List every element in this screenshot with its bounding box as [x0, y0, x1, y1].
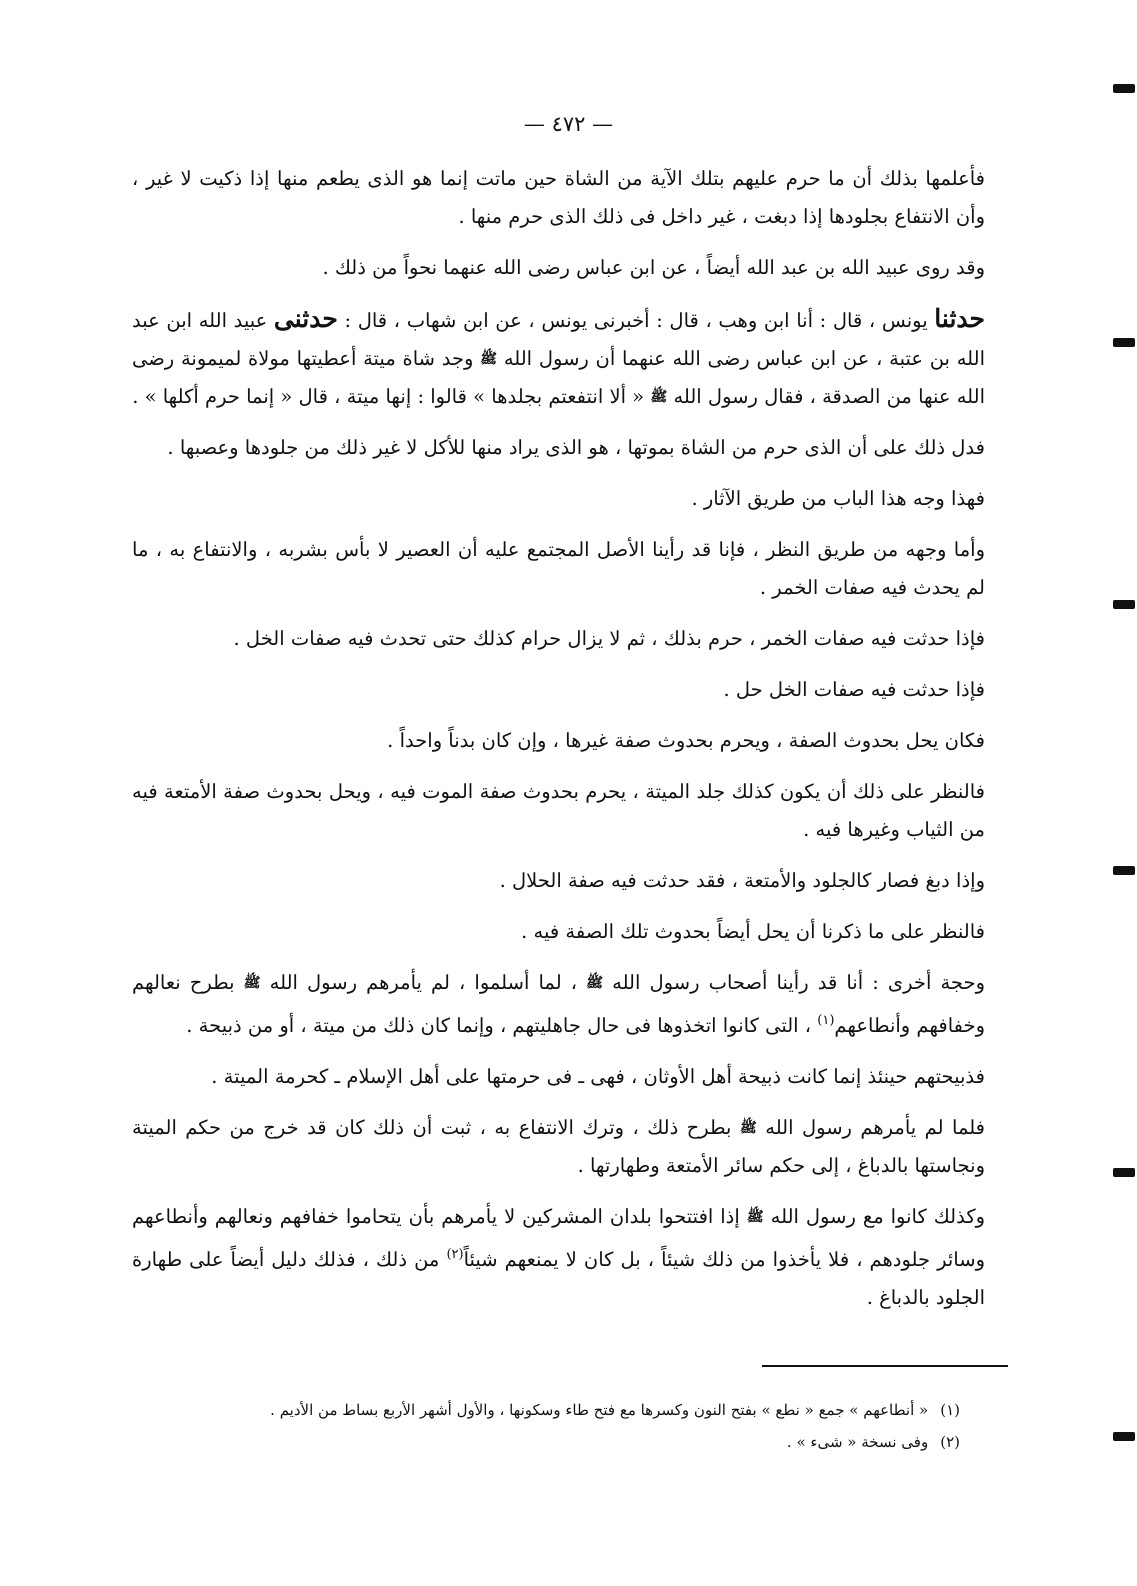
- footnotes: [150, 1394, 960, 1458]
- salla-glyph: ﷺ: [650, 389, 668, 405]
- paragraph: فدل ذلك على أن الذى حرم من الشاة بموتها ، هو الذى يراد منها للأكل لا غير ذلك من جلودها وعصبها .: [167, 436, 985, 459]
- paragraph: فكان يحل بحدوث الصفة ، ويحرم بحدوث صفة غيرها ، وإن كان بدناً واحداً .: [387, 729, 985, 752]
- footnote-number: (٢): [940, 1433, 960, 1451]
- conclusion-text: بطرح ذلك ، وترك الانتفاع به ، ثبت أن ذلك كان قد خرج من حكم الميتة ونجاستها بالدباغ ، إلى حكم سائر الأمتعة وطهارتها .: [132, 1116, 985, 1177]
- hadith-text: « ألا انتفعتم بجلدها » قالوا : إنها ميتة ، قال « إنما حرم أكلها » .: [132, 385, 645, 408]
- footnote-text: « أنطاعهم » جمع « نطع » بفتح النون وكسرها مع فتح طاء وسكونها ، والأول أشهر الأربع بساط من الأديم .: [270, 1401, 929, 1419]
- argument-text: بطرح نعالهم وخفافهم وأنطاعهم: [132, 971, 985, 1037]
- hadith-lead-word-2: حدثنى: [273, 304, 338, 333]
- margin-mark: [1113, 1432, 1135, 1441]
- paragraph: فالنظر على ذلك أن يكون كذلك جلد الميتة ، يحرم بحدوث صفة الموت فيه ، ويحل بحدوث صفة الأمتعة فيه من الثياب وغيرها فيه .: [132, 780, 985, 841]
- final-text: إذا افتتحوا بلدان المشركين لا يأمرهم بأن يتحاموا خفافهم ونعالهم وأنطاعهم وسائر جلودهم ، فلا يأخذوا من ذلك شيئاً ، بل كان لا يمنعهم شيئاً: [132, 1205, 986, 1271]
- hadith-text: يونس ، قال : أنا ابن وهب ، قال : أخبرنى يونس ، عن ابن شهاب ، قال :: [344, 309, 928, 332]
- hadith-lead-word: حدثنا: [934, 304, 985, 333]
- final-text: وكذلك كانوا مع رسول الله: [770, 1205, 986, 1228]
- footnote-text: وفى نسخة « شىء » .: [786, 1433, 929, 1451]
- paragraph: فإذا حدثت فيه صفات الخل حل .: [723, 678, 985, 701]
- paragraph: فأعلمها بذلك أن ما حرم عليهم بتلك الآية من الشاة حين ماتت إنما هو الذى يطعم منها إذا ذكيت لا غير ، وأن الانتفاع بجلودها إذا دبغت ، غير داخل فى ذلك الذى حرم منها .: [132, 167, 985, 228]
- paragraph: وإذا دبغ فصار كالجلود والأمتعة ، فقد حدثت فيه صفة الحلال .: [499, 869, 985, 892]
- footnote-divider: [762, 1365, 1008, 1367]
- final-text: من ذلك ، فذلك دليل أيضاً على طهارة الجلود بالدباغ .: [132, 1248, 985, 1309]
- hadith-paragraph: [132, 300, 1007, 416]
- argument-text: ، التى كانوا اتخذوها فى حال جاهليتهم ، وإنما كان ذلك من ميتة ، أو من ذبيحة .: [186, 1014, 812, 1037]
- conclusion-paragraph: [132, 1109, 1007, 1185]
- paragraph: وقد روى عبيد الله بن عبد الله أيضاً ، عن ابن عباس رضى الله عنهما نحواً من ذلك .: [322, 256, 985, 279]
- salla-glyph: ﷺ: [739, 1120, 757, 1136]
- salla-glyph: ﷺ: [480, 351, 498, 367]
- margin-mark: [1113, 866, 1135, 875]
- salla-glyph: ﷺ: [243, 975, 261, 991]
- footnote-ref-2: (٢): [446, 1247, 464, 1262]
- paragraph: فالنظر على ما ذكرنا أن يحل أيضاً بحدوث تلك الصفة فيه .: [521, 920, 985, 943]
- margin-mark: [1113, 600, 1135, 609]
- argument-text: ، لما أسلموا ، لم يأمرهم رسول الله: [269, 971, 578, 994]
- footnote-number: (١): [940, 1401, 960, 1419]
- salla-glyph: ﷺ: [746, 1209, 764, 1225]
- margin-mark: [1113, 338, 1135, 347]
- page-number: — ٤٧٢ —: [523, 112, 614, 136]
- footnote-ref-1: (١): [817, 1013, 835, 1028]
- argument-paragraph: [132, 964, 1007, 1045]
- hadith-text: وجد شاة ميتة أعطيتها مولاة لميمونة رضى الله عنها من الصدقة ، فقال رسول الله: [132, 347, 985, 408]
- margin-mark: [1113, 84, 1135, 93]
- footnote: [150, 1394, 960, 1426]
- footnote: [150, 1426, 960, 1458]
- paragraph: فهذا وجه هذا الباب من طريق الآثار .: [691, 487, 985, 510]
- hadith-text: عبيد الله ابن عبد الله بن عتبة ، عن ابن عباس رضى الله عنهما أن رسول الله: [132, 309, 985, 370]
- final-paragraph: [132, 1198, 1007, 1317]
- salla-glyph: ﷺ: [586, 975, 604, 991]
- conclusion-text: فلما لم يأمرهم رسول الله: [765, 1116, 985, 1139]
- paragraph: فإذا حدثت فيه صفات الخمر ، حرم بذلك ، ثم لا يزال حرام كذلك حتى تحدث فيه صفات الخل .: [233, 627, 985, 650]
- margin-mark: [1113, 1168, 1135, 1177]
- paragraph: وأما وجهه من طريق النظر ، فإنا قد رأينا الأصل المجتمع عليه أن العصير لا بأس بشربه ، والانتفاع به ، ما لم يحدث فيه صفات الخمر .: [132, 538, 985, 599]
- main-text: [132, 160, 1007, 1330]
- argument-text: وحجة أخرى : أنا قد رأينا أصحاب رسول الله: [612, 971, 985, 994]
- paragraph: فذبيحتهم حينئذ إنما كانت ذبيحة أهل الأوثان ، فهى ـ فى حرمتها على أهل الإسلام ـ كحرمة الميتة .: [211, 1065, 985, 1088]
